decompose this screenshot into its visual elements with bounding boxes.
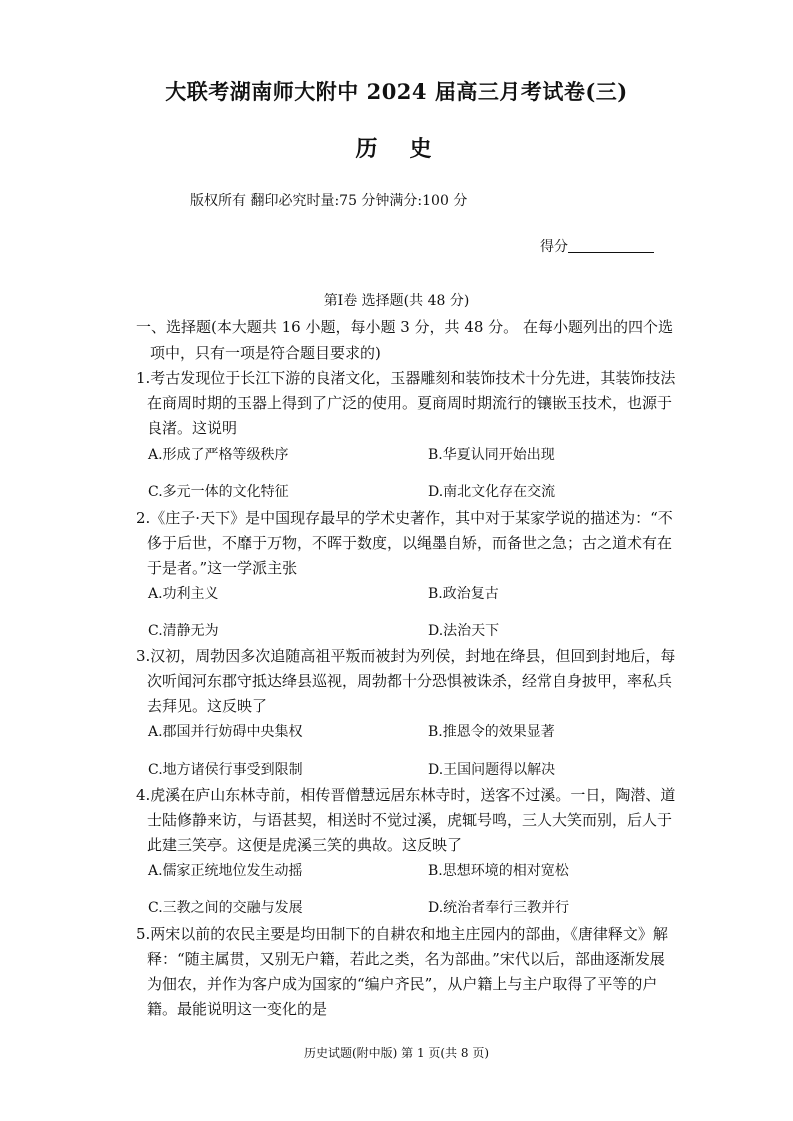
question-4 bbox=[136, 783, 676, 858]
option-d: D.王国问题得以解决 bbox=[428, 762, 556, 778]
option-b: B.华夏认同开始出现 bbox=[428, 447, 555, 463]
score-label: 得分 bbox=[540, 239, 568, 255]
subject-title bbox=[0, 132, 793, 163]
question-3 bbox=[136, 644, 676, 719]
question-stem: 2.《庄子·天下》是中国现存最早的学术史著作，其中对于某家学说的描述为：“不侈于后世，不靡于万物，不晖于数度，以绳墨自矫，而备世之急；古之道术有在于是者。”这一学派主张 bbox=[136, 509, 673, 577]
subject-char-1: 历 bbox=[355, 136, 384, 162]
option-a: A.功利主义 bbox=[148, 586, 219, 602]
copyright-line: 版权所有 翻印必究时量:75 分钟满分:100 分 bbox=[190, 193, 468, 209]
question-stem: 3.汉初，周勃因多次追随高祖平叛而被封为列侯，封地在绛县，但回到封地后，每次听闻河东郡守抵达绛县巡视，周勃都十分恐惧被诛杀，经常自身披甲，率私兵去拜见。这反映了 bbox=[136, 647, 676, 715]
option-a: A.儒家正统地位发生动摇 bbox=[148, 863, 303, 879]
question-2 bbox=[136, 506, 676, 581]
instructions-text: 一、选择题(本大题共 16 小题，每小题 3 分，共 48 分。 在每小题列出的四个选项中，只有一项是符合题目要求的) bbox=[136, 318, 673, 362]
option-c: C.多元一体的文化特征 bbox=[148, 484, 289, 500]
subject-char-2: 史 bbox=[409, 136, 438, 162]
option-b: B.思想环境的相对宽松 bbox=[428, 863, 569, 879]
option-c: C.三教之间的交融与发展 bbox=[148, 900, 303, 916]
option-c: C.地方诸侯行事受到限制 bbox=[148, 762, 303, 778]
question-1 bbox=[136, 366, 676, 441]
option-c: C.清静无为 bbox=[148, 623, 219, 639]
question-stem: 1.考古发现位于长江下游的良渚文化，玉器雕刻和装饰技术十分先进，其装饰技法在商周时期的玉器上得到了广泛的使用。夏商周时期流行的镶嵌玉技术，也源于良渚。这说明 bbox=[136, 369, 676, 437]
option-d: D.南北文化存在交流 bbox=[428, 484, 556, 500]
score-blank bbox=[568, 238, 654, 253]
section-instructions bbox=[136, 314, 676, 366]
section-header: 第Ⅰ卷 选择题(共 48 分) bbox=[323, 293, 470, 309]
page-title: 大联考湖南师大附中 2024 届高三月考试卷(三) bbox=[165, 79, 628, 104]
question-stem: 5.两宋以前的农民主要是均田制下的自耕农和地主庄园内的部曲，《唐律释文》解释：“随主属贯，又别无户籍，若此之类，名为部曲。”宋代以后，部曲逐渐发展为佃农，并作为客户成为国家的“编户齐民”，从户籍上与主户取得了平等的户籍。最能说明这一变化的是 bbox=[136, 925, 668, 1018]
option-d: D.法治天下 bbox=[428, 623, 500, 639]
option-a: A.郡国并行妨碍中央集权 bbox=[148, 724, 303, 740]
option-a: A.形成了严格等级秩序 bbox=[148, 447, 289, 463]
option-d: D.统治者奉行三教并行 bbox=[428, 900, 570, 916]
option-b: B.推恩令的效果显著 bbox=[428, 724, 555, 740]
question-stem: 4.虎溪在庐山东林寺前，相传晋僧慧远居东林寺时，送客不过溪。一日，陶潜、道士陆修静来访，与语甚契，相送时不觉过溪，虎辄号鸣，三人大笑而别，后人于此建三笑亭。这便是虎溪三笑的典故。这反映了 bbox=[136, 786, 676, 854]
score-field bbox=[540, 236, 654, 256]
page-footer: 历史试题(附中版) 第 1 页(共 8 页) bbox=[303, 1046, 490, 1060]
option-b: B.政治复古 bbox=[428, 586, 499, 602]
question-5 bbox=[136, 922, 676, 1022]
